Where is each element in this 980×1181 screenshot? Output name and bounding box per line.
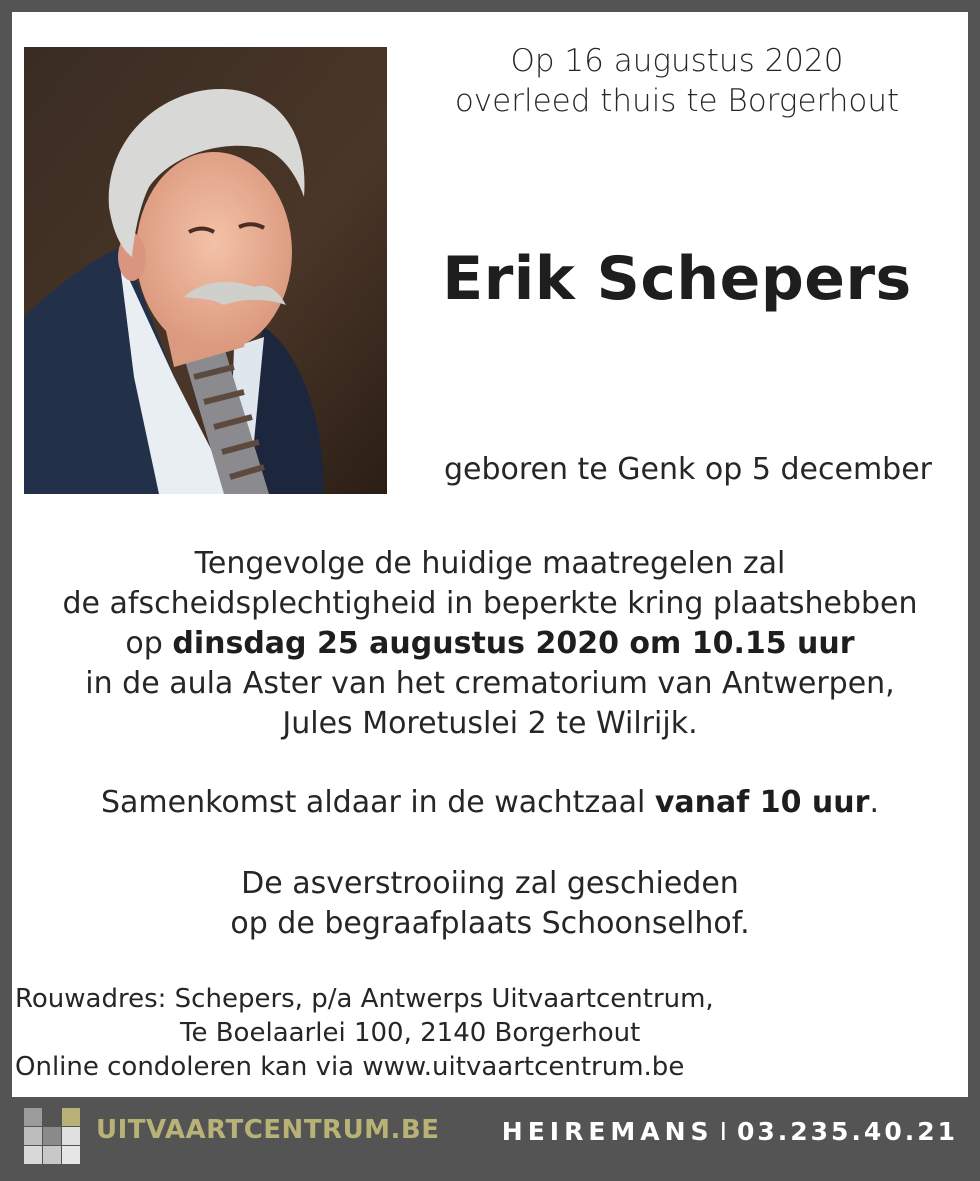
footer-separator: I	[719, 1117, 727, 1146]
phone-number: 03.235.40.21	[736, 1117, 958, 1146]
birth-line: geboren te Genk op 5 december	[443, 452, 932, 487]
brand-logo-icon	[24, 1108, 80, 1164]
gathering-time: vanaf 10 uur	[654, 785, 870, 820]
ceremony-line-5: Jules Moretuslei 2 te Wilrijk.	[282, 706, 698, 741]
death-date-line: Op 16 augustus 2020	[510, 43, 844, 79]
portrait-photo	[24, 47, 387, 494]
ceremony-line-1: Tengevolge de huidige maatregelen zal	[194, 546, 786, 581]
ashes-line-1: De asverstrooiing zal geschieden	[241, 866, 739, 901]
ceremony-line-3-prefix: op	[125, 626, 173, 661]
contact-address-line-1: Rouwadres: Schepers, p/a Antwerps Uitvaartcentrum,	[15, 984, 714, 1014]
obituary-card	[12, 12, 968, 1097]
gathering-line	[12, 783, 968, 823]
gathering-prefix: Samenkomst aldaar in de wachtzaal	[101, 785, 655, 820]
funeral-home-info	[502, 1117, 958, 1146]
footer-bar	[12, 1097, 968, 1169]
gathering-suffix: .	[869, 785, 879, 820]
brand-name: UITVAARTCENTRUM.BE	[96, 1115, 440, 1145]
ceremony-line-2: de afscheidsplechtigheid in beperkte kring plaatshebben	[62, 586, 918, 621]
ashes-line-2: op de begraafplaats Schoonselhof.	[230, 906, 750, 941]
online-condolence-line: Online condoleren kan via www.uitvaartcentrum.be	[15, 1052, 685, 1082]
ceremony-date-time: dinsdag 25 augustus 2020 om 10.15 uur	[172, 626, 855, 661]
deceased-name: Erik Schepers	[442, 244, 912, 314]
death-place-line: overleed thuis te Borgerhout	[454, 83, 900, 119]
ceremony-line-3	[12, 624, 968, 664]
ceremony-line-4: in de aula Aster van het crematorium van Antwerpen,	[85, 666, 895, 701]
contact-address-line-2: Te Boelaarlei 100, 2140 Borgerhout	[180, 1018, 641, 1048]
funeral-home-name: HEIREMANS	[501, 1117, 714, 1146]
